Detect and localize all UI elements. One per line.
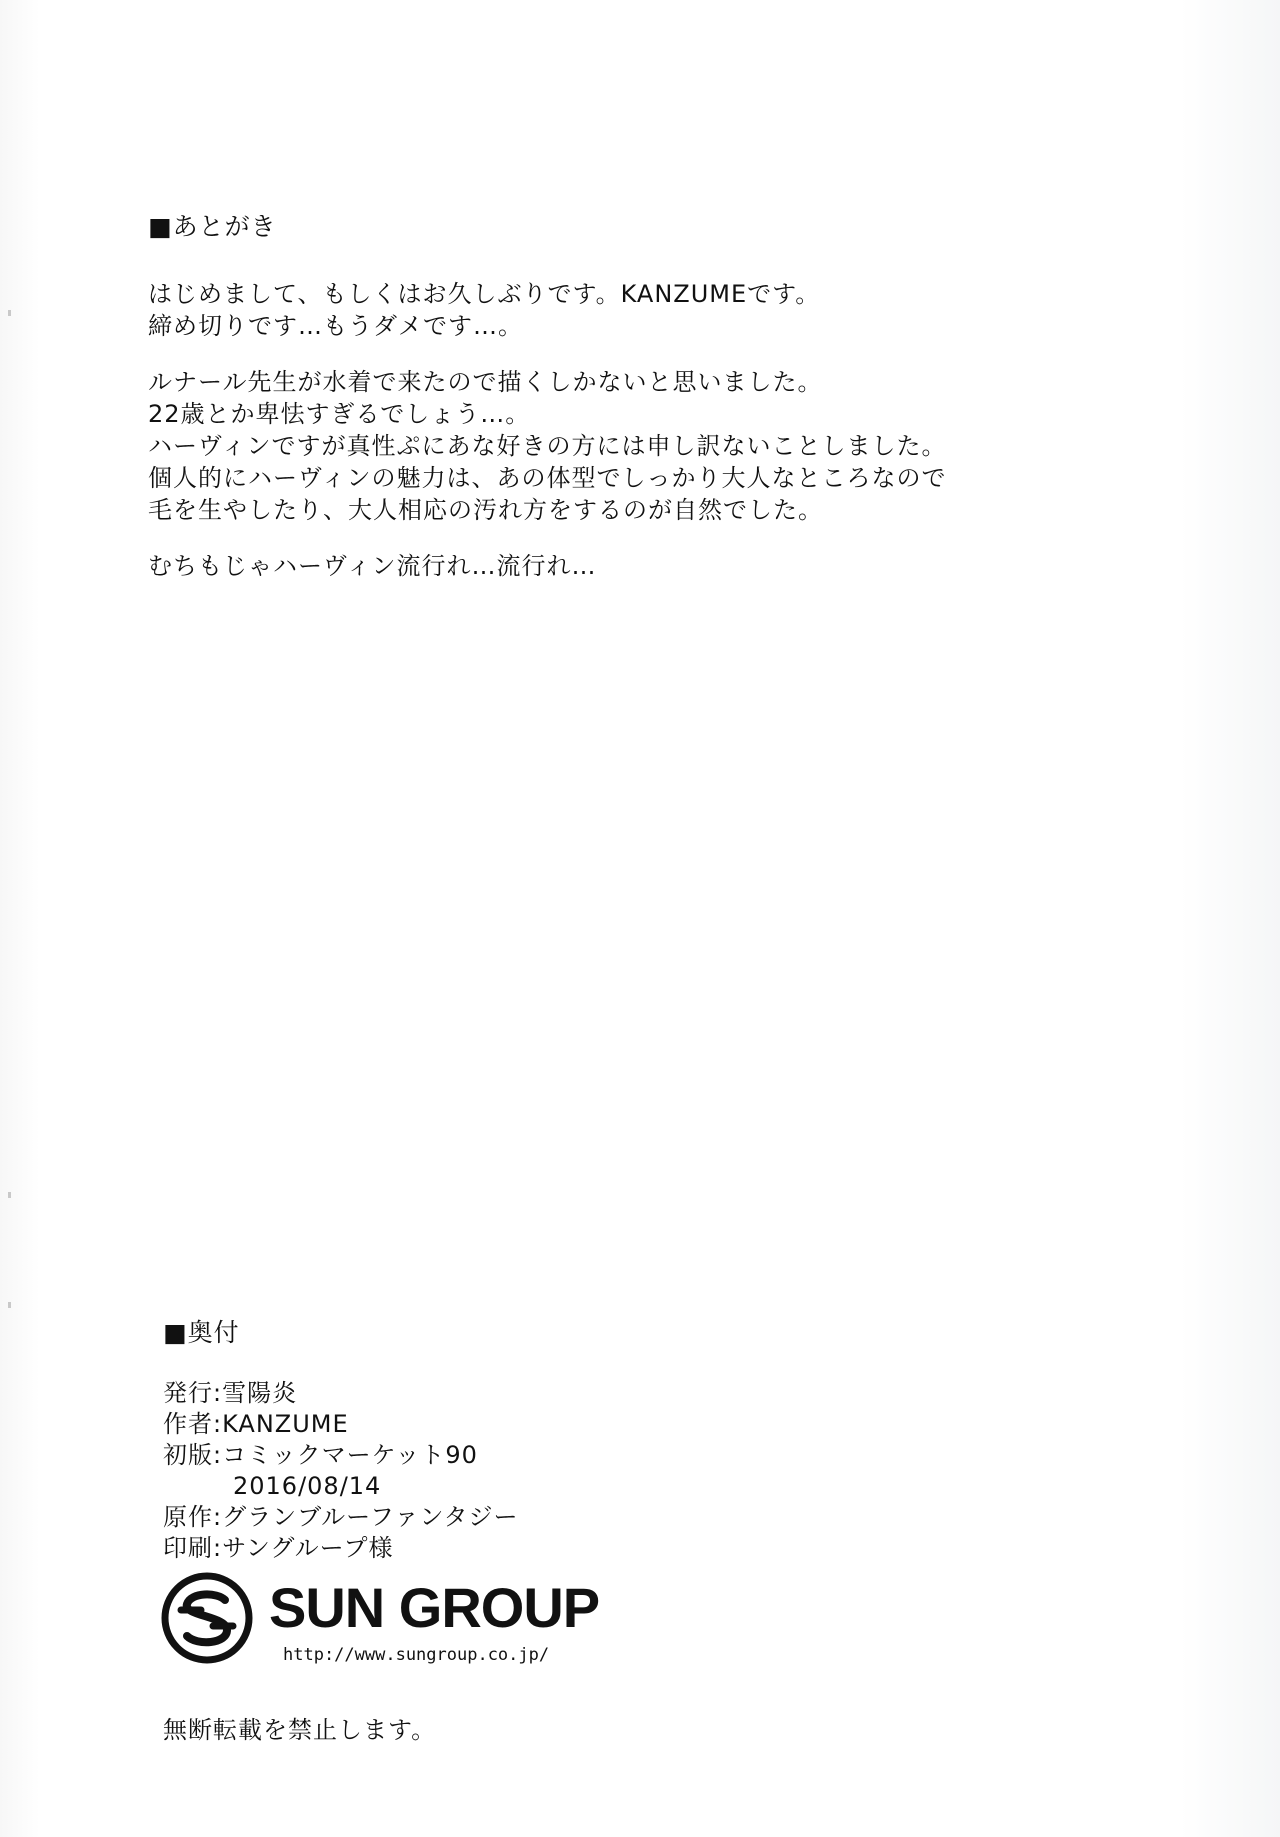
reprint-notice: 無断転載を禁止します。 bbox=[163, 1716, 437, 1744]
afterword-section bbox=[148, 210, 947, 606]
scan-mark bbox=[8, 310, 11, 316]
edition-date-row: 2016/08/14 bbox=[233, 1472, 382, 1500]
publisher-row: 発行:雪陽炎 bbox=[163, 1379, 298, 1407]
text-line: むちもじゃハーヴィン流行れ…流行れ… bbox=[148, 552, 597, 580]
text-line: 22歳とか卑怯すぎるでしょう…。 bbox=[148, 400, 531, 428]
afterword-heading: ■あとがき bbox=[148, 212, 277, 241]
text-line: ハーヴィンですが真性ぷにあな好きの方には申し訳ないことしました。 bbox=[148, 432, 947, 460]
original-work-row: 原作:グランブルーファンタジー bbox=[163, 1503, 519, 1531]
first-edition-row: 初版:コミックマーケット90 bbox=[163, 1441, 478, 1469]
text-line: 毛を生やしたり、大人相応の汚れ方をするのが自然でした。 bbox=[148, 496, 823, 524]
scan-mark bbox=[8, 1192, 11, 1198]
author-row: 作者:KANZUME bbox=[163, 1410, 349, 1438]
colophon-section bbox=[163, 1316, 519, 1564]
text-line: はじめまして、もしくはお久しぶりです。KANZUMEです。 bbox=[148, 280, 821, 308]
colophon-heading: ■奥付 bbox=[163, 1318, 240, 1347]
afterword-paragraph bbox=[148, 278, 947, 342]
afterword-paragraph bbox=[148, 366, 947, 526]
sun-group-logo bbox=[161, 1572, 661, 1672]
logo-url: http://www.sungroup.co.jp/ bbox=[283, 1645, 550, 1665]
text-line: 締め切りです…もうダメです…。 bbox=[148, 312, 523, 340]
sun-group-logo-icon bbox=[161, 1572, 253, 1664]
text-line: 個人的にハーヴィンの魅力は、あの体型でしっかり大人なところなので bbox=[148, 464, 947, 492]
text-line: ルナール先生が水着で来たので描くしかないと思いました。 bbox=[148, 368, 823, 396]
logo-text: SUN GROUP bbox=[269, 1576, 600, 1639]
scan-mark bbox=[8, 1302, 11, 1308]
printer-row: 印刷:サングループ様 bbox=[163, 1534, 394, 1562]
afterword-paragraph bbox=[148, 550, 947, 582]
